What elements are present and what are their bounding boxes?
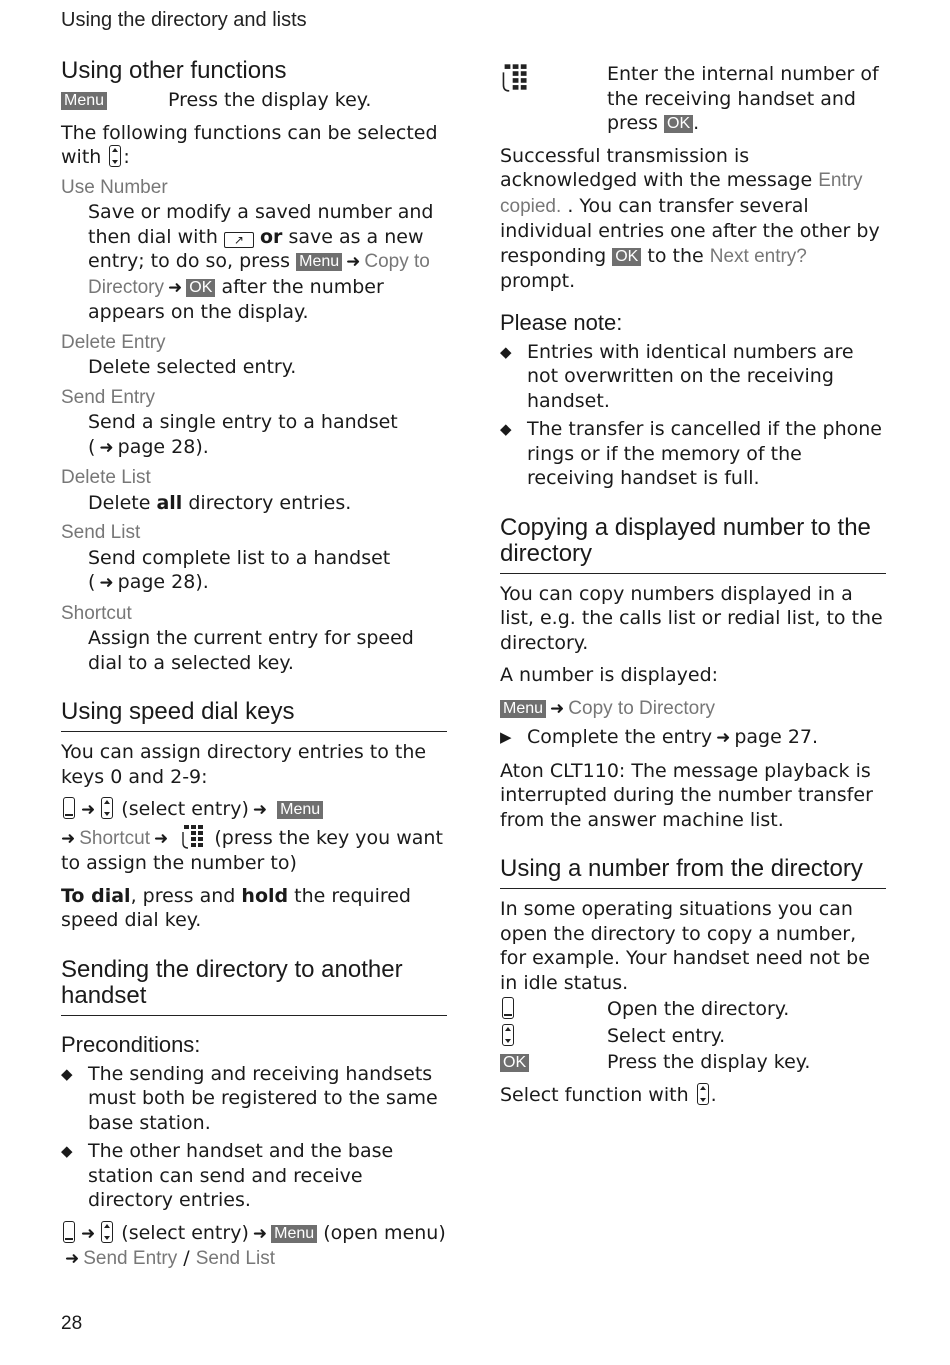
def-send-entry: Send a single entry to a handset ( ➜ page 28). xyxy=(61,410,447,460)
speed-dial-dial-text: To dial, press and hold the required speed dial key. xyxy=(61,884,411,931)
success-text: Successful transmission is acknowledged with the message Entry copied. . You can transfer several individual entries one after the other by responding OK to the Next entry? prompt. xyxy=(500,144,880,292)
arrow-icon: ➜ xyxy=(716,728,731,748)
triangle-bullet-icon: ▶ xyxy=(500,728,512,746)
term-delete-list: Delete List xyxy=(61,467,151,488)
left-column xyxy=(61,58,447,1272)
menu-shortcut: Shortcut xyxy=(79,827,151,849)
menu-key: Menu xyxy=(500,700,546,718)
diamond-bullet-icon: ◆ xyxy=(61,1064,73,1083)
complete-entry-step: ▶ Complete the entry ➜ page 27. xyxy=(500,725,886,751)
menu-copy-to-directory: Copy to Directory xyxy=(568,697,716,719)
speed-dial-steps: ➜ (select entry) ➜ Menu ➜ Shortcut ➜ (press the key you want to assign the number to) xyxy=(61,798,443,874)
arrow-icon: ➜ xyxy=(81,1223,96,1244)
diamond-bullet-icon: ◆ xyxy=(500,342,512,361)
arrow-icon: ➜ xyxy=(346,252,361,272)
open-directory-row: Open the directory. xyxy=(500,997,886,1022)
menu-send-entry: Send Entry xyxy=(83,1248,178,1269)
nav-up-down-icon xyxy=(109,145,121,167)
section-title-other-functions: Using other functions xyxy=(61,57,287,84)
def-send-list: Send complete list to a handset ( ➜ page 28). xyxy=(61,546,447,596)
ok-key-row: OK Press the display key. xyxy=(500,1050,886,1075)
nav-up-down-icon xyxy=(502,1024,514,1046)
right-column xyxy=(500,58,886,1107)
ok-key: OK xyxy=(612,248,641,266)
select-entry-row: Select entry. xyxy=(500,1024,886,1049)
keypad-icon xyxy=(500,62,530,92)
section-title-copying: Copying a displayed number to the directory xyxy=(500,513,871,567)
menu-key: Menu xyxy=(61,92,107,110)
keypad-icon xyxy=(180,823,206,849)
section-title-sending: Sending the directory to another handset xyxy=(61,955,403,1009)
diamond-bullet-icon: ◆ xyxy=(500,420,512,438)
note-title: Please note: xyxy=(500,309,623,335)
ok-key: OK xyxy=(186,279,215,297)
nav-up-down-icon xyxy=(697,1083,709,1105)
def-use-number: Save or modify a saved number and then dial with ↗ or save as a new entry; to do so, press Menu ➜ Copy to Directory ➜ OK after the number appears on the display. xyxy=(88,201,434,323)
menu-copy-to-directory: Copy to Directory xyxy=(88,251,430,298)
arrow-icon: ➜ xyxy=(252,800,268,820)
section-title-speed-dial: Using speed dial keys xyxy=(61,698,295,725)
copy-steps xyxy=(500,696,886,722)
menu-key-row xyxy=(61,88,447,113)
using-number-intro: In some operating situations you can open the directory to copy a number, for example. Your handset need not be in idle status. xyxy=(500,898,870,994)
msg-entry-copied: Entry copied. xyxy=(500,170,863,217)
arrow-icon: ➜ xyxy=(99,437,114,458)
nav-up-down-icon xyxy=(101,1221,113,1243)
arrow-icon: ➜ xyxy=(99,573,114,593)
precondition-item: ◆ The other handset and the base station can send and receive directory entries. xyxy=(61,1140,394,1211)
arrow-icon: ➜ xyxy=(154,828,169,849)
section-title-using-number: Using a number from the directory xyxy=(500,855,863,882)
menu-key: Menu xyxy=(271,1225,317,1243)
menu-key: Menu xyxy=(277,801,323,819)
ok-key: OK xyxy=(664,115,693,133)
select-function-text: Select function with . xyxy=(500,1083,717,1106)
note-item: ◆ The transfer is cancelled if the phone rings or if the memory of the receiving handset is full. xyxy=(500,418,882,489)
arrow-icon: ➜ xyxy=(168,277,183,298)
sending-steps: ➜ (select entry) ➜ Menu (open menu)➜ Send Entry / Send List xyxy=(61,1221,447,1272)
menu-send-list: Send List xyxy=(195,1248,275,1269)
arrow-icon: ➜ xyxy=(81,800,96,820)
nav-down-icon xyxy=(63,1221,75,1243)
speed-dial-intro: You can assign directory entries to the keys 0 and 2-9: xyxy=(61,741,427,788)
page-number: 28 xyxy=(61,1313,83,1334)
prompt-next-entry: Next entry? xyxy=(709,245,807,267)
ok-key: OK xyxy=(500,1054,529,1072)
menu-key: Menu xyxy=(296,253,342,271)
def-delete-entry: Delete selected entry. xyxy=(88,356,297,378)
arrow-icon: ➜ xyxy=(550,698,565,719)
term-shortcut: Shortcut xyxy=(61,602,132,624)
copying-intro: You can copy numbers displayed in a list, e.g. the calls list or redial list, to the directory. xyxy=(500,582,883,654)
nav-down-icon xyxy=(502,997,514,1019)
number-displayed: A number is displayed: xyxy=(500,664,719,686)
nav-down-icon xyxy=(63,797,75,819)
internal-number-row: Enter the internal number of the receiving handset and press OK . xyxy=(500,62,886,136)
def-shortcut: Assign the current entry for speed dial to a selected key. xyxy=(88,627,414,674)
note-item: ◆ Entries with identical numbers are not overwritten on the receiving handset. xyxy=(500,340,854,412)
diamond-bullet-icon: ◆ xyxy=(61,1142,73,1160)
def-delete-list: Delete all directory entries. xyxy=(88,491,352,514)
menu-key-desc: Press the display key. xyxy=(168,89,372,111)
term-delete-entry: Delete Entry xyxy=(61,331,166,353)
arrow-icon: ➜ xyxy=(65,1249,80,1269)
preconditions-title: Preconditions: xyxy=(61,1031,201,1057)
running-header: Using the directory and lists xyxy=(61,9,307,31)
arrow-icon: ➜ xyxy=(61,828,76,849)
term-send-list: Send List xyxy=(61,522,141,543)
term-use-number: Use Number xyxy=(61,176,168,198)
functions-intro: The following functions can be selected with : xyxy=(61,121,438,168)
aton-note: Aton CLT110: The message playback is interrupted during the number transfer from the answer machine list. xyxy=(500,759,873,831)
nav-up-down-icon xyxy=(101,797,113,819)
arrow-icon: ➜ xyxy=(252,1223,268,1244)
precondition-item: ◆ The sending and receiving handsets must both be registered to the same base station. xyxy=(61,1062,438,1134)
talk-key-icon: ↗ xyxy=(224,232,254,248)
term-send-entry: Send Entry xyxy=(61,386,155,408)
